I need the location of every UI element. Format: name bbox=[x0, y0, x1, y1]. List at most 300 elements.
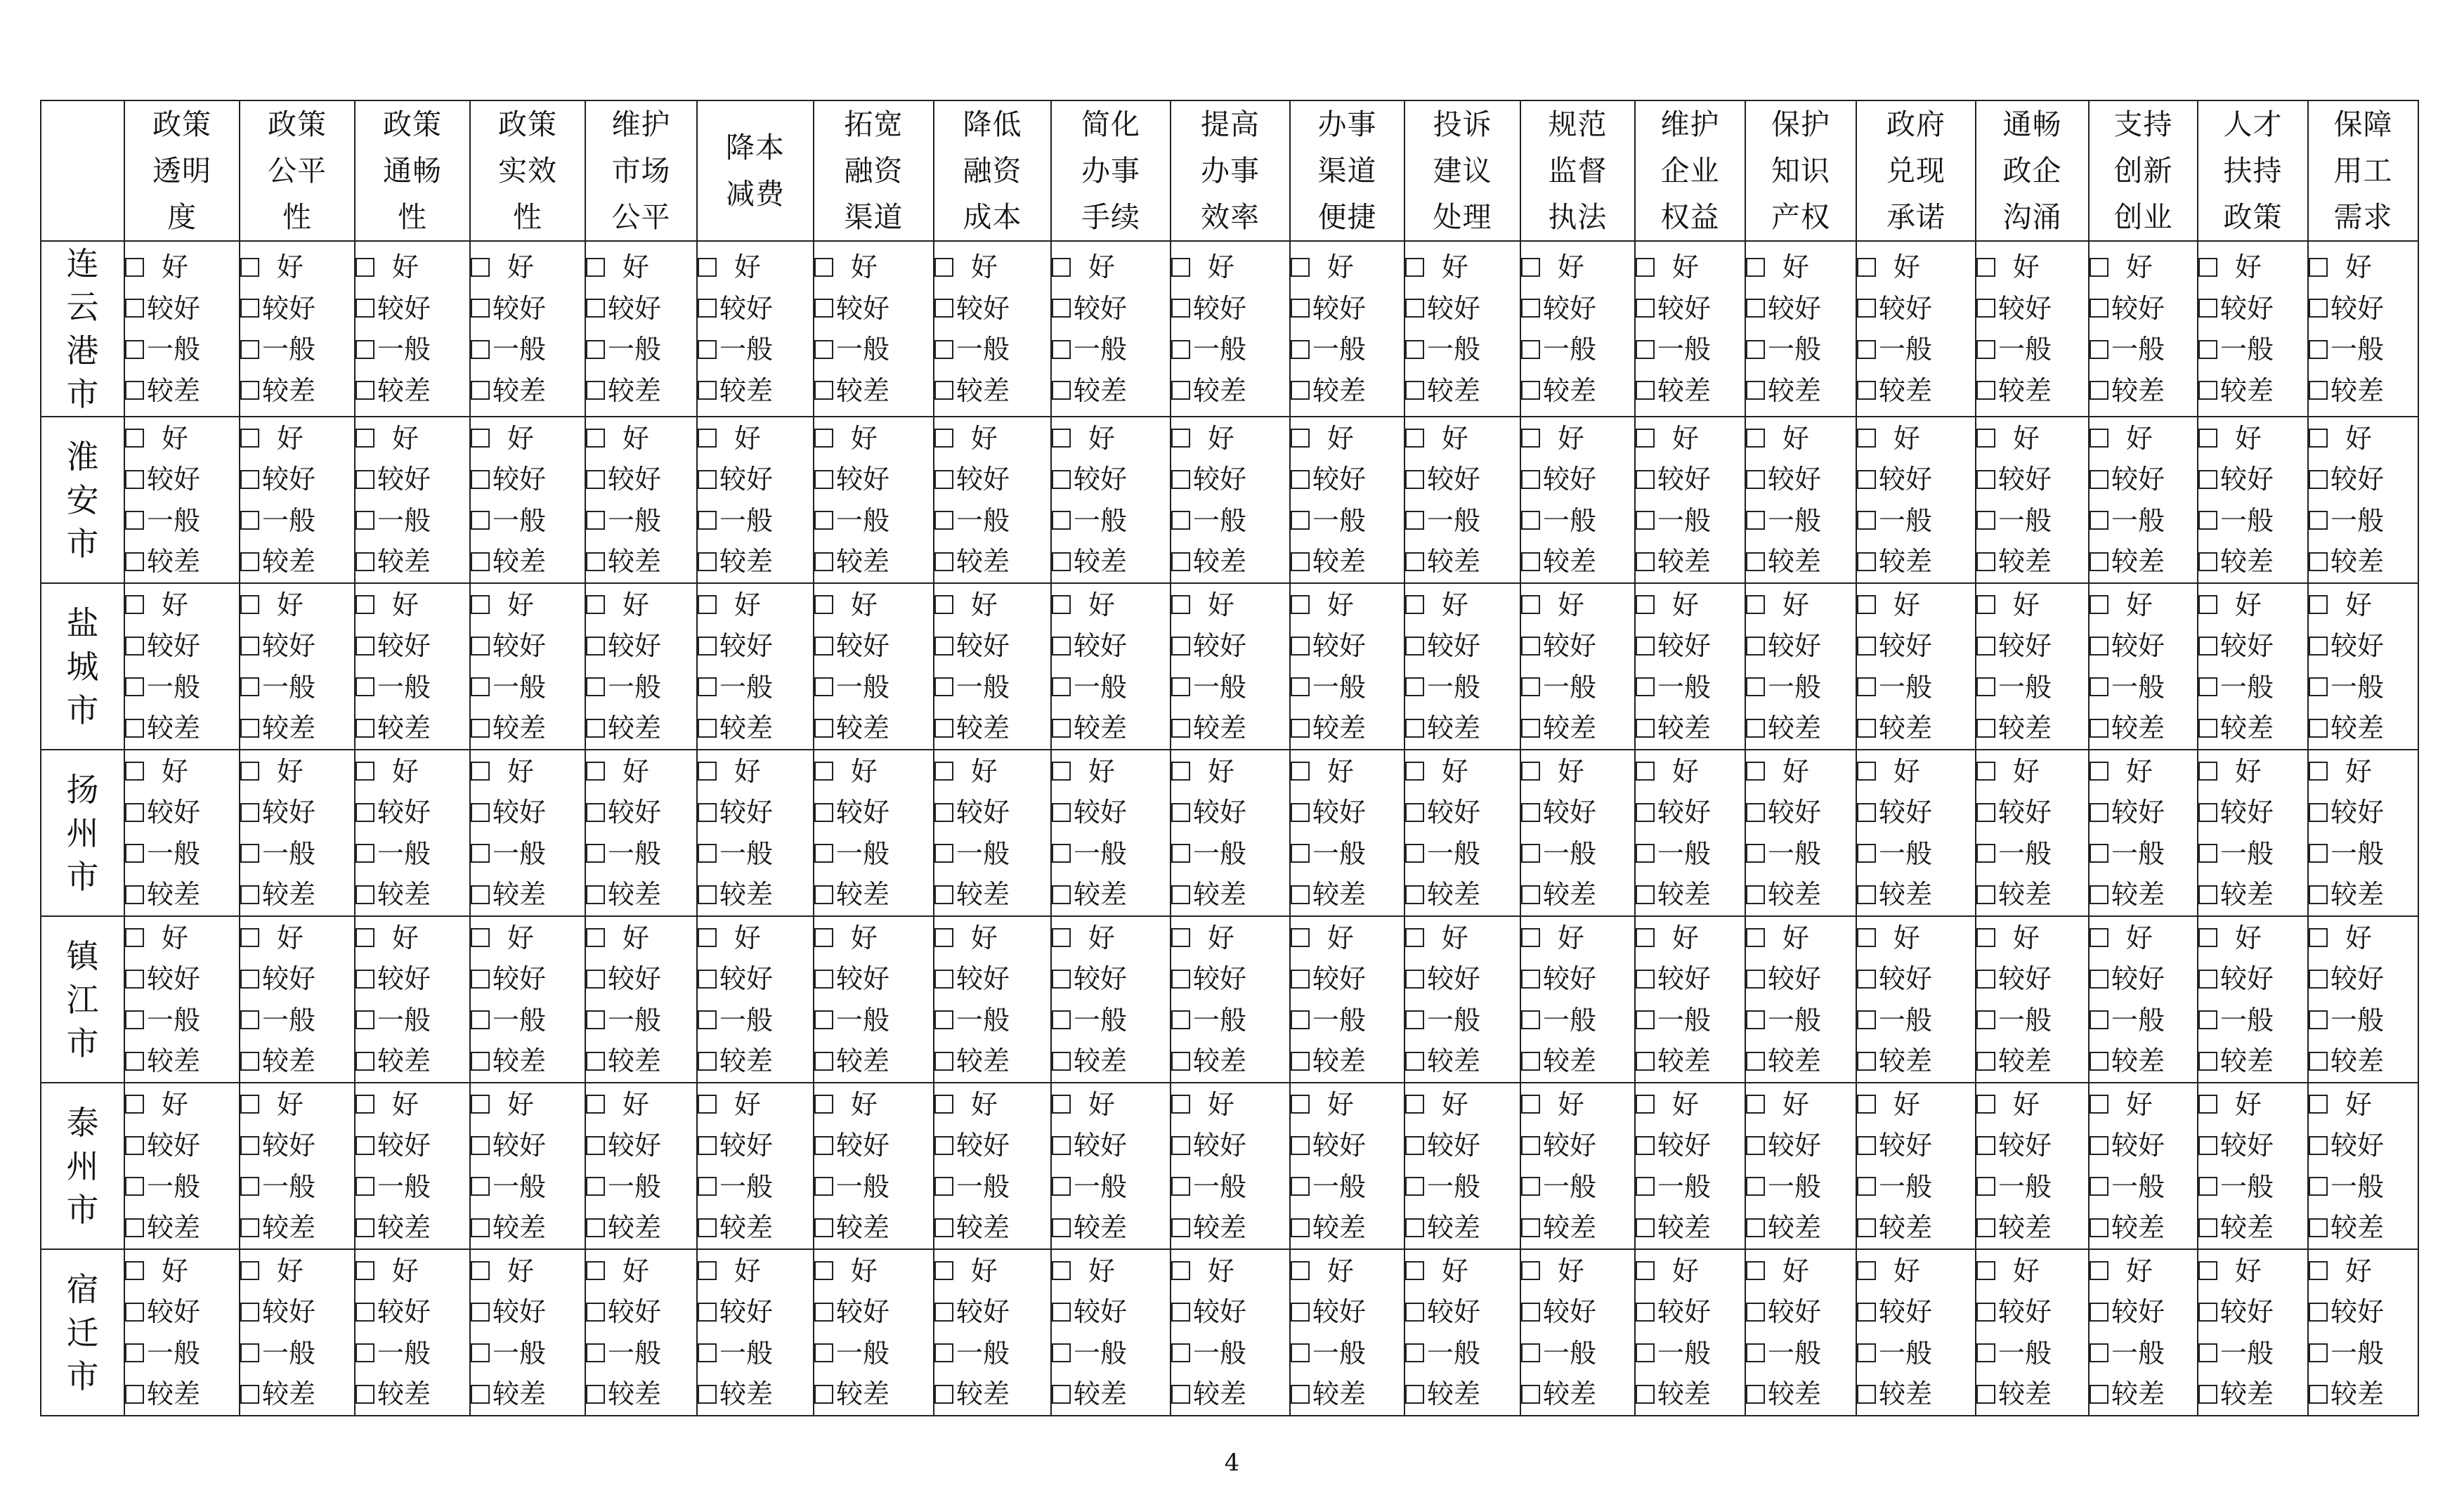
checkbox-icon[interactable] bbox=[1052, 429, 1071, 448]
checkbox-icon[interactable] bbox=[471, 677, 490, 696]
rating-option[interactable] bbox=[125, 918, 239, 959]
rating-option[interactable] bbox=[356, 1374, 469, 1415]
checkbox-icon[interactable] bbox=[1405, 677, 1424, 696]
rating-option[interactable] bbox=[1857, 500, 1975, 542]
checkbox-icon[interactable] bbox=[1405, 762, 1424, 781]
rating-option[interactable] bbox=[2309, 874, 2418, 915]
rating-option[interactable] bbox=[586, 1333, 696, 1374]
checkbox-icon[interactable] bbox=[2309, 637, 2328, 656]
checkbox-icon[interactable] bbox=[698, 299, 717, 318]
checkbox-icon[interactable] bbox=[2090, 1136, 2108, 1155]
rating-option[interactable] bbox=[814, 1084, 933, 1126]
rating-option[interactable] bbox=[2309, 1291, 2418, 1333]
rating-option[interactable] bbox=[356, 833, 469, 875]
checkbox-icon[interactable] bbox=[1976, 762, 1995, 781]
rating-option[interactable] bbox=[1405, 1041, 1520, 1082]
rating-option[interactable] bbox=[1521, 1166, 1634, 1208]
rating-option[interactable] bbox=[1291, 459, 1404, 500]
checkbox-icon[interactable] bbox=[1857, 1218, 1876, 1237]
rating-option[interactable] bbox=[471, 751, 585, 793]
rating-option[interactable] bbox=[698, 833, 813, 875]
checkbox-icon[interactable] bbox=[1052, 340, 1071, 359]
checkbox-icon[interactable] bbox=[1636, 552, 1655, 571]
checkbox-icon[interactable] bbox=[240, 1385, 259, 1404]
checkbox-icon[interactable] bbox=[1521, 552, 1540, 571]
rating-option[interactable] bbox=[1521, 247, 1634, 288]
checkbox-icon[interactable] bbox=[240, 1303, 259, 1322]
checkbox-icon[interactable] bbox=[2309, 1177, 2328, 1196]
checkbox-icon[interactable] bbox=[814, 1385, 833, 1404]
rating-option[interactable] bbox=[1405, 500, 1520, 542]
checkbox-icon[interactable] bbox=[125, 677, 144, 696]
rating-option[interactable] bbox=[1405, 751, 1520, 793]
checkbox-icon[interactable] bbox=[1291, 719, 1310, 738]
rating-option[interactable] bbox=[1052, 874, 1170, 915]
rating-option[interactable] bbox=[698, 1374, 813, 1415]
checkbox-icon[interactable] bbox=[814, 511, 833, 530]
rating-option[interactable] bbox=[2090, 625, 2197, 667]
rating-option[interactable] bbox=[240, 918, 354, 959]
checkbox-icon[interactable] bbox=[356, 1218, 374, 1237]
checkbox-icon[interactable] bbox=[1521, 1095, 1540, 1114]
rating-option[interactable] bbox=[1521, 500, 1634, 542]
rating-option[interactable] bbox=[2198, 1251, 2307, 1292]
checkbox-icon[interactable] bbox=[1636, 844, 1655, 863]
checkbox-icon[interactable] bbox=[934, 1136, 953, 1155]
rating-option[interactable] bbox=[1857, 751, 1975, 793]
checkbox-icon[interactable] bbox=[814, 552, 833, 571]
checkbox-icon[interactable] bbox=[471, 1385, 490, 1404]
checkbox-icon[interactable] bbox=[814, 719, 833, 738]
rating-option[interactable] bbox=[125, 1084, 239, 1126]
rating-option[interactable] bbox=[240, 418, 354, 459]
checkbox-icon[interactable] bbox=[814, 1010, 833, 1029]
rating-option[interactable] bbox=[1405, 918, 1520, 959]
rating-option[interactable] bbox=[356, 500, 469, 542]
rating-option[interactable] bbox=[240, 833, 354, 875]
rating-option[interactable] bbox=[1636, 625, 1745, 667]
rating-option[interactable] bbox=[814, 1125, 933, 1166]
checkbox-icon[interactable] bbox=[240, 381, 259, 400]
rating-option[interactable] bbox=[586, 1291, 696, 1333]
checkbox-icon[interactable] bbox=[1521, 595, 1540, 614]
rating-option[interactable] bbox=[698, 874, 813, 915]
checkbox-icon[interactable] bbox=[586, 1303, 605, 1322]
checkbox-icon[interactable] bbox=[1291, 340, 1310, 359]
rating-option[interactable] bbox=[1746, 1291, 1856, 1333]
checkbox-icon[interactable] bbox=[1521, 1177, 1540, 1196]
checkbox-icon[interactable] bbox=[1857, 1136, 1876, 1155]
checkbox-icon[interactable] bbox=[356, 470, 374, 489]
rating-option[interactable] bbox=[1052, 500, 1170, 542]
checkbox-icon[interactable] bbox=[1746, 1010, 1765, 1029]
checkbox-icon[interactable] bbox=[1171, 970, 1190, 989]
checkbox-icon[interactable] bbox=[1521, 928, 1540, 947]
checkbox-icon[interactable] bbox=[1052, 470, 1071, 489]
checkbox-icon[interactable] bbox=[356, 719, 374, 738]
rating-option[interactable] bbox=[1405, 1333, 1520, 1374]
checkbox-icon[interactable] bbox=[1746, 1385, 1765, 1404]
checkbox-icon[interactable] bbox=[2309, 928, 2328, 947]
rating-option[interactable] bbox=[2090, 1041, 2197, 1082]
checkbox-icon[interactable] bbox=[1291, 381, 1310, 400]
rating-option[interactable] bbox=[1052, 247, 1170, 288]
checkbox-icon[interactable] bbox=[471, 1095, 490, 1114]
checkbox-icon[interactable] bbox=[814, 299, 833, 318]
checkbox-icon[interactable] bbox=[471, 258, 490, 277]
rating-option[interactable] bbox=[814, 1166, 933, 1208]
checkbox-icon[interactable] bbox=[471, 1010, 490, 1029]
rating-option[interactable] bbox=[471, 1291, 585, 1333]
checkbox-icon[interactable] bbox=[471, 429, 490, 448]
checkbox-icon[interactable] bbox=[1857, 1052, 1876, 1071]
checkbox-icon[interactable] bbox=[2309, 429, 2328, 448]
checkbox-icon[interactable] bbox=[240, 1177, 259, 1196]
checkbox-icon[interactable] bbox=[471, 885, 490, 904]
checkbox-icon[interactable] bbox=[356, 803, 374, 822]
rating-option[interactable] bbox=[1405, 418, 1520, 459]
rating-option[interactable] bbox=[2309, 833, 2418, 875]
rating-option[interactable] bbox=[356, 1000, 469, 1041]
checkbox-icon[interactable] bbox=[240, 1010, 259, 1029]
checkbox-icon[interactable] bbox=[934, 1095, 953, 1114]
checkbox-icon[interactable] bbox=[2090, 1343, 2108, 1362]
checkbox-icon[interactable] bbox=[698, 258, 717, 277]
rating-option[interactable] bbox=[240, 751, 354, 793]
rating-option[interactable] bbox=[586, 459, 696, 500]
checkbox-icon[interactable] bbox=[1291, 1095, 1310, 1114]
rating-option[interactable] bbox=[1171, 625, 1289, 667]
checkbox-icon[interactable] bbox=[1976, 677, 1995, 696]
rating-option[interactable] bbox=[1976, 708, 2088, 749]
checkbox-icon[interactable] bbox=[1857, 552, 1876, 571]
checkbox-icon[interactable] bbox=[586, 340, 605, 359]
checkbox-icon[interactable] bbox=[125, 1385, 144, 1404]
checkbox-icon[interactable] bbox=[356, 1343, 374, 1362]
rating-option[interactable] bbox=[1171, 874, 1289, 915]
checkbox-icon[interactable] bbox=[2198, 970, 2217, 989]
checkbox-icon[interactable] bbox=[586, 803, 605, 822]
checkbox-icon[interactable] bbox=[2198, 885, 2217, 904]
rating-option[interactable] bbox=[814, 1333, 933, 1374]
checkbox-icon[interactable] bbox=[1052, 299, 1071, 318]
checkbox-icon[interactable] bbox=[1521, 429, 1540, 448]
rating-option[interactable] bbox=[698, 370, 813, 412]
checkbox-icon[interactable] bbox=[240, 677, 259, 696]
checkbox-icon[interactable] bbox=[698, 928, 717, 947]
rating-option[interactable] bbox=[698, 1333, 813, 1374]
checkbox-icon[interactable] bbox=[1636, 511, 1655, 530]
checkbox-icon[interactable] bbox=[471, 1177, 490, 1196]
rating-option[interactable] bbox=[356, 667, 469, 708]
checkbox-icon[interactable] bbox=[1052, 970, 1071, 989]
checkbox-icon[interactable] bbox=[1636, 1261, 1655, 1280]
rating-option[interactable] bbox=[356, 751, 469, 793]
rating-option[interactable] bbox=[1976, 1041, 2088, 1082]
rating-option[interactable] bbox=[356, 288, 469, 330]
checkbox-icon[interactable] bbox=[934, 1052, 953, 1071]
rating-option[interactable] bbox=[1405, 1084, 1520, 1126]
rating-option[interactable] bbox=[586, 918, 696, 959]
rating-option[interactable] bbox=[240, 459, 354, 500]
rating-option[interactable] bbox=[814, 247, 933, 288]
rating-option[interactable] bbox=[471, 288, 585, 330]
checkbox-icon[interactable] bbox=[125, 844, 144, 863]
checkbox-icon[interactable] bbox=[2090, 258, 2108, 277]
rating-option[interactable] bbox=[2090, 541, 2197, 582]
checkbox-icon[interactable] bbox=[356, 1095, 374, 1114]
rating-option[interactable] bbox=[240, 1084, 354, 1126]
rating-option[interactable] bbox=[1746, 585, 1856, 626]
rating-option[interactable] bbox=[2090, 1333, 2197, 1374]
rating-option[interactable] bbox=[2090, 874, 2197, 915]
rating-option[interactable] bbox=[2309, 1041, 2418, 1082]
rating-option[interactable] bbox=[1746, 751, 1856, 793]
checkbox-icon[interactable] bbox=[934, 429, 953, 448]
checkbox-icon[interactable] bbox=[1746, 299, 1765, 318]
checkbox-icon[interactable] bbox=[1857, 762, 1876, 781]
checkbox-icon[interactable] bbox=[1291, 637, 1310, 656]
rating-option[interactable] bbox=[2309, 1166, 2418, 1208]
checkbox-icon[interactable] bbox=[934, 928, 953, 947]
rating-option[interactable] bbox=[1052, 708, 1170, 749]
checkbox-icon[interactable] bbox=[240, 719, 259, 738]
checkbox-icon[interactable] bbox=[1521, 1261, 1540, 1280]
checkbox-icon[interactable] bbox=[1521, 803, 1540, 822]
rating-option[interactable] bbox=[934, 874, 1050, 915]
checkbox-icon[interactable] bbox=[1171, 470, 1190, 489]
checkbox-icon[interactable] bbox=[1405, 552, 1424, 571]
rating-option[interactable] bbox=[1291, 541, 1404, 582]
rating-option[interactable] bbox=[356, 1291, 469, 1333]
rating-option[interactable] bbox=[586, 370, 696, 412]
checkbox-icon[interactable] bbox=[814, 677, 833, 696]
rating-option[interactable] bbox=[125, 708, 239, 749]
checkbox-icon[interactable] bbox=[2309, 1095, 2328, 1114]
rating-option[interactable] bbox=[2309, 329, 2418, 370]
rating-option[interactable] bbox=[1976, 418, 2088, 459]
rating-option[interactable] bbox=[698, 541, 813, 582]
rating-option[interactable] bbox=[1405, 329, 1520, 370]
rating-option[interactable] bbox=[698, 585, 813, 626]
rating-option[interactable] bbox=[1291, 1041, 1404, 1082]
rating-option[interactable] bbox=[1976, 459, 2088, 500]
checkbox-icon[interactable] bbox=[698, 1095, 717, 1114]
rating-option[interactable] bbox=[2198, 1041, 2307, 1082]
rating-option[interactable] bbox=[1976, 1333, 2088, 1374]
checkbox-icon[interactable] bbox=[240, 885, 259, 904]
rating-option[interactable] bbox=[586, 1374, 696, 1415]
rating-option[interactable] bbox=[934, 1084, 1050, 1126]
checkbox-icon[interactable] bbox=[1976, 970, 1995, 989]
checkbox-icon[interactable] bbox=[1521, 258, 1540, 277]
rating-option[interactable] bbox=[1636, 288, 1745, 330]
checkbox-icon[interactable] bbox=[471, 470, 490, 489]
checkbox-icon[interactable] bbox=[1746, 1136, 1765, 1155]
checkbox-icon[interactable] bbox=[586, 1343, 605, 1362]
checkbox-icon[interactable] bbox=[471, 381, 490, 400]
checkbox-icon[interactable] bbox=[2309, 258, 2328, 277]
rating-option[interactable] bbox=[1521, 792, 1634, 833]
rating-option[interactable] bbox=[1976, 874, 2088, 915]
checkbox-icon[interactable] bbox=[1052, 1177, 1071, 1196]
checkbox-icon[interactable] bbox=[1636, 719, 1655, 738]
rating-option[interactable] bbox=[1746, 708, 1856, 749]
rating-option[interactable] bbox=[1746, 1166, 1856, 1208]
checkbox-icon[interactable] bbox=[2309, 1010, 2328, 1029]
rating-option[interactable] bbox=[2090, 585, 2197, 626]
rating-option[interactable] bbox=[1976, 625, 2088, 667]
checkbox-icon[interactable] bbox=[2198, 429, 2217, 448]
rating-option[interactable] bbox=[1052, 958, 1170, 1000]
rating-option[interactable] bbox=[1052, 625, 1170, 667]
checkbox-icon[interactable] bbox=[1636, 1385, 1655, 1404]
checkbox-icon[interactable] bbox=[1052, 803, 1071, 822]
checkbox-icon[interactable] bbox=[934, 762, 953, 781]
rating-option[interactable] bbox=[814, 1000, 933, 1041]
checkbox-icon[interactable] bbox=[1746, 928, 1765, 947]
checkbox-icon[interactable] bbox=[1052, 258, 1071, 277]
rating-option[interactable] bbox=[356, 370, 469, 412]
rating-option[interactable] bbox=[1171, 459, 1289, 500]
checkbox-icon[interactable] bbox=[1976, 637, 1995, 656]
rating-option[interactable] bbox=[1636, 585, 1745, 626]
rating-option[interactable] bbox=[2198, 247, 2307, 288]
rating-option[interactable] bbox=[1857, 1000, 1975, 1041]
checkbox-icon[interactable] bbox=[1171, 429, 1190, 448]
checkbox-icon[interactable] bbox=[586, 1385, 605, 1404]
checkbox-icon[interactable] bbox=[1521, 1385, 1540, 1404]
rating-option[interactable] bbox=[1976, 247, 2088, 288]
checkbox-icon[interactable] bbox=[2090, 677, 2108, 696]
checkbox-icon[interactable] bbox=[934, 299, 953, 318]
rating-option[interactable] bbox=[125, 792, 239, 833]
rating-option[interactable] bbox=[2090, 918, 2197, 959]
rating-option[interactable] bbox=[471, 1125, 585, 1166]
rating-option[interactable] bbox=[1291, 1166, 1404, 1208]
rating-option[interactable] bbox=[2198, 500, 2307, 542]
rating-option[interactable] bbox=[814, 874, 933, 915]
rating-option[interactable] bbox=[1976, 1084, 2088, 1126]
checkbox-icon[interactable] bbox=[1857, 844, 1876, 863]
rating-option[interactable] bbox=[1857, 1333, 1975, 1374]
rating-option[interactable] bbox=[1405, 541, 1520, 582]
checkbox-icon[interactable] bbox=[1405, 258, 1424, 277]
checkbox-icon[interactable] bbox=[1405, 1010, 1424, 1029]
rating-option[interactable] bbox=[814, 541, 933, 582]
checkbox-icon[interactable] bbox=[2198, 299, 2217, 318]
checkbox-icon[interactable] bbox=[1976, 1177, 1995, 1196]
checkbox-icon[interactable] bbox=[1976, 1010, 1995, 1029]
rating-option[interactable] bbox=[240, 1000, 354, 1041]
rating-option[interactable] bbox=[1636, 1291, 1745, 1333]
checkbox-icon[interactable] bbox=[125, 1218, 144, 1237]
rating-option[interactable] bbox=[125, 500, 239, 542]
checkbox-icon[interactable] bbox=[1857, 803, 1876, 822]
rating-option[interactable] bbox=[586, 1251, 696, 1292]
checkbox-icon[interactable] bbox=[356, 511, 374, 530]
checkbox-icon[interactable] bbox=[240, 637, 259, 656]
checkbox-icon[interactable] bbox=[1746, 677, 1765, 696]
rating-option[interactable] bbox=[125, 1333, 239, 1374]
rating-option[interactable] bbox=[1857, 1084, 1975, 1126]
rating-option[interactable] bbox=[1171, 585, 1289, 626]
rating-option[interactable] bbox=[1405, 370, 1520, 412]
rating-option[interactable] bbox=[1291, 1374, 1404, 1415]
rating-option[interactable] bbox=[125, 833, 239, 875]
checkbox-icon[interactable] bbox=[471, 762, 490, 781]
rating-option[interactable] bbox=[934, 1374, 1050, 1415]
checkbox-icon[interactable] bbox=[2090, 1010, 2108, 1029]
rating-option[interactable] bbox=[934, 918, 1050, 959]
rating-option[interactable] bbox=[125, 1000, 239, 1041]
checkbox-icon[interactable] bbox=[2309, 1261, 2328, 1280]
rating-option[interactable] bbox=[240, 958, 354, 1000]
checkbox-icon[interactable] bbox=[1857, 1010, 1876, 1029]
rating-option[interactable] bbox=[934, 1251, 1050, 1292]
checkbox-icon[interactable] bbox=[1857, 340, 1876, 359]
checkbox-icon[interactable] bbox=[1636, 1218, 1655, 1237]
rating-option[interactable] bbox=[125, 958, 239, 1000]
rating-option[interactable] bbox=[2090, 329, 2197, 370]
checkbox-icon[interactable] bbox=[356, 928, 374, 947]
rating-option[interactable] bbox=[1976, 1207, 2088, 1248]
rating-option[interactable] bbox=[471, 329, 585, 370]
rating-option[interactable] bbox=[934, 1333, 1050, 1374]
rating-option[interactable] bbox=[1052, 585, 1170, 626]
checkbox-icon[interactable] bbox=[934, 1218, 953, 1237]
rating-option[interactable] bbox=[2309, 958, 2418, 1000]
checkbox-icon[interactable] bbox=[1171, 258, 1190, 277]
rating-option[interactable] bbox=[2198, 708, 2307, 749]
rating-option[interactable] bbox=[1746, 329, 1856, 370]
checkbox-icon[interactable] bbox=[1976, 1052, 1995, 1071]
checkbox-icon[interactable] bbox=[356, 844, 374, 863]
rating-option[interactable] bbox=[698, 288, 813, 330]
rating-option[interactable] bbox=[125, 1291, 239, 1333]
rating-option[interactable] bbox=[814, 1041, 933, 1082]
rating-option[interactable] bbox=[356, 1251, 469, 1292]
checkbox-icon[interactable] bbox=[2309, 1343, 2328, 1362]
rating-option[interactable] bbox=[2198, 1125, 2307, 1166]
checkbox-icon[interactable] bbox=[2198, 1385, 2217, 1404]
checkbox-icon[interactable] bbox=[1405, 1385, 1424, 1404]
rating-option[interactable] bbox=[698, 792, 813, 833]
rating-option[interactable] bbox=[125, 1207, 239, 1248]
checkbox-icon[interactable] bbox=[814, 470, 833, 489]
rating-option[interactable] bbox=[1171, 918, 1289, 959]
checkbox-icon[interactable] bbox=[1171, 340, 1190, 359]
rating-option[interactable] bbox=[1636, 370, 1745, 412]
checkbox-icon[interactable] bbox=[1976, 885, 1995, 904]
rating-option[interactable] bbox=[356, 708, 469, 749]
checkbox-icon[interactable] bbox=[1857, 719, 1876, 738]
checkbox-icon[interactable] bbox=[2090, 885, 2108, 904]
checkbox-icon[interactable] bbox=[1405, 1095, 1424, 1114]
rating-option[interactable] bbox=[1171, 500, 1289, 542]
rating-option[interactable] bbox=[1976, 329, 2088, 370]
rating-option[interactable] bbox=[471, 459, 585, 500]
checkbox-icon[interactable] bbox=[1746, 1177, 1765, 1196]
rating-option[interactable] bbox=[1976, 1125, 2088, 1166]
checkbox-icon[interactable] bbox=[1171, 1343, 1190, 1362]
checkbox-icon[interactable] bbox=[698, 511, 717, 530]
checkbox-icon[interactable] bbox=[1636, 637, 1655, 656]
rating-option[interactable] bbox=[1291, 1207, 1404, 1248]
rating-option[interactable] bbox=[1636, 708, 1745, 749]
checkbox-icon[interactable] bbox=[125, 381, 144, 400]
checkbox-icon[interactable] bbox=[125, 1303, 144, 1322]
